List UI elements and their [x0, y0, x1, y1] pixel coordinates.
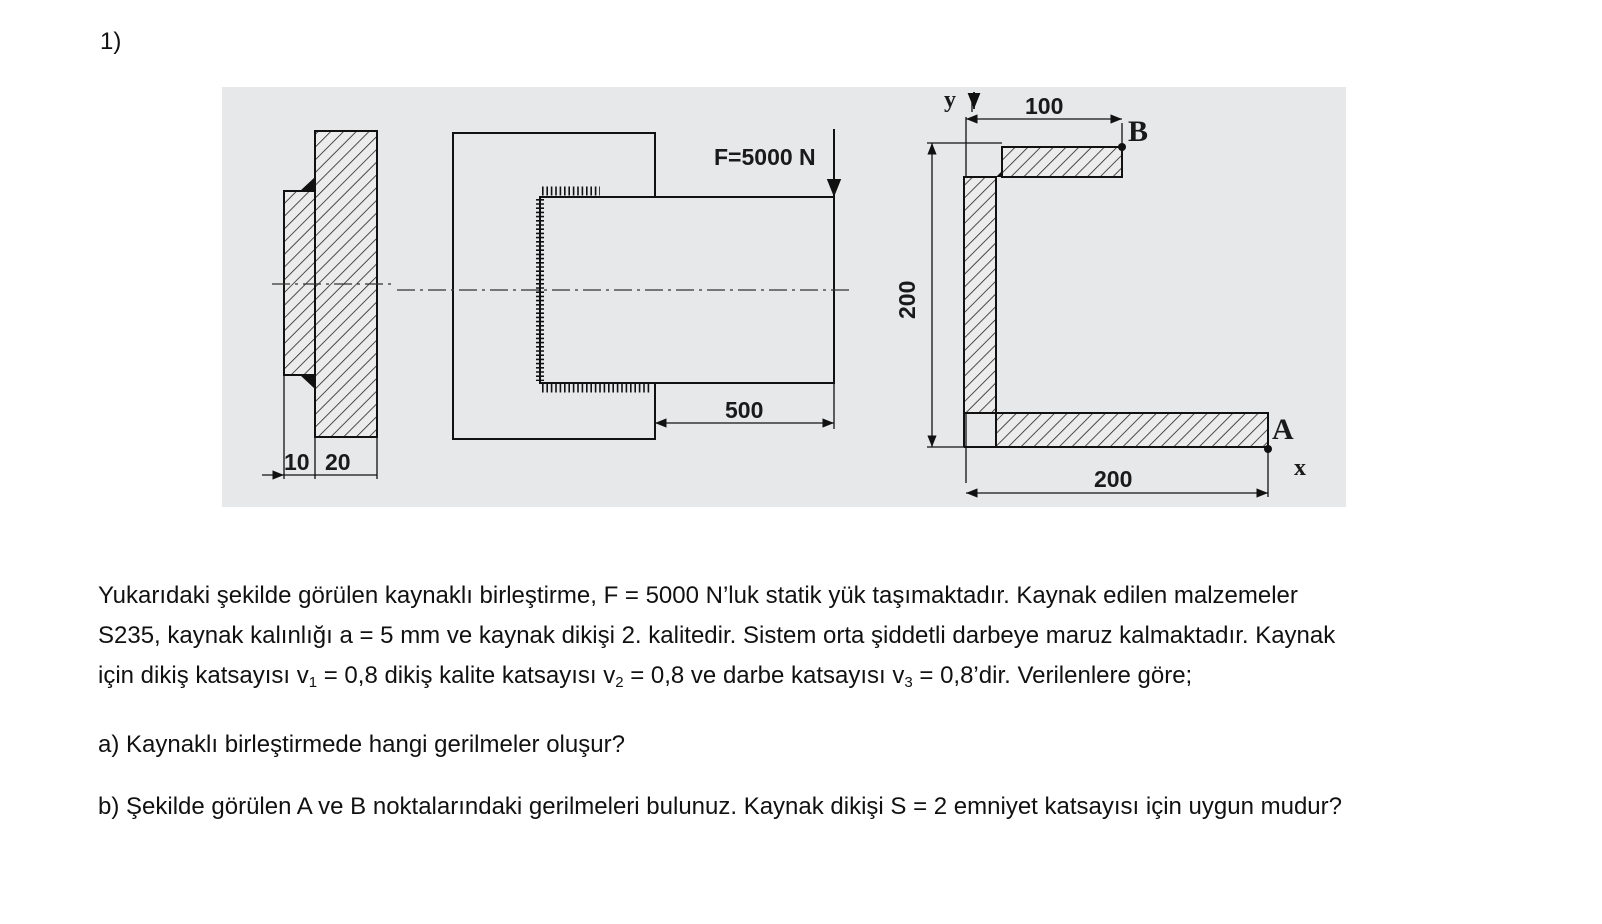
- force-label: F=5000 N: [714, 144, 816, 170]
- subscript-2: 2: [615, 674, 624, 691]
- point-b-label: B: [1128, 115, 1149, 148]
- dim-500-label: 500: [725, 397, 764, 423]
- dim-20-label: 20: [325, 449, 351, 475]
- subscript-1: 1: [308, 674, 318, 691]
- problem-statement: [98, 576, 1528, 827]
- paragraph-line-1: Yukarıdaki şekilde görülen kaynaklı birleştirme, F = 5000 N’luk statik yük taşımaktadır. Kaynak edilen malzemeler: [98, 582, 1298, 609]
- front-view: [397, 129, 850, 439]
- question-a: a) Kaynaklı birleştirmede hangi gerilmeler oluşur?: [98, 731, 625, 758]
- dim-200-vertical-label: 200: [894, 280, 920, 319]
- weld-section-view: [894, 87, 1306, 497]
- paragraph-line-3: için dikiş katsayısı $v_1 = 0,8$ dikiş kalite katsayısı $v_2 = 0,8$ ve darbe katsayısı $v_3$ = 0,8’dir. Verilenlere göre;: [98, 662, 1193, 691]
- dim-200-horizontal-label: 200: [1094, 466, 1133, 492]
- y-axis-label: y: [944, 87, 956, 113]
- dim-100-label: 100: [1025, 93, 1064, 119]
- problem-paragraph: [98, 576, 1528, 703]
- side-section-view: [262, 131, 392, 479]
- paragraph-line-2: S235, kaynak kalınlığı a = 5 mm ve kaynak dikişi 2. kalitedir. Sistem orta şiddetli darbeye maruz kalmaktadır. Kaynak: [98, 622, 1336, 649]
- question-b: b) Şekilde görülen A ve B noktalarındaki gerilmeleri bulunuz. Kaynak dikişi S = 2 emniyet katsayısı için uygun mudur?: [98, 793, 1342, 820]
- question-number: 1): [100, 28, 122, 55]
- x-axis-label: x: [1294, 455, 1306, 481]
- point-a-label: A: [1272, 413, 1294, 446]
- subscript-3: 3: [904, 674, 913, 691]
- dim-10-label: 10: [284, 449, 310, 475]
- technical-drawing: [222, 87, 1346, 507]
- drawing-canvas: [222, 87, 1346, 507]
